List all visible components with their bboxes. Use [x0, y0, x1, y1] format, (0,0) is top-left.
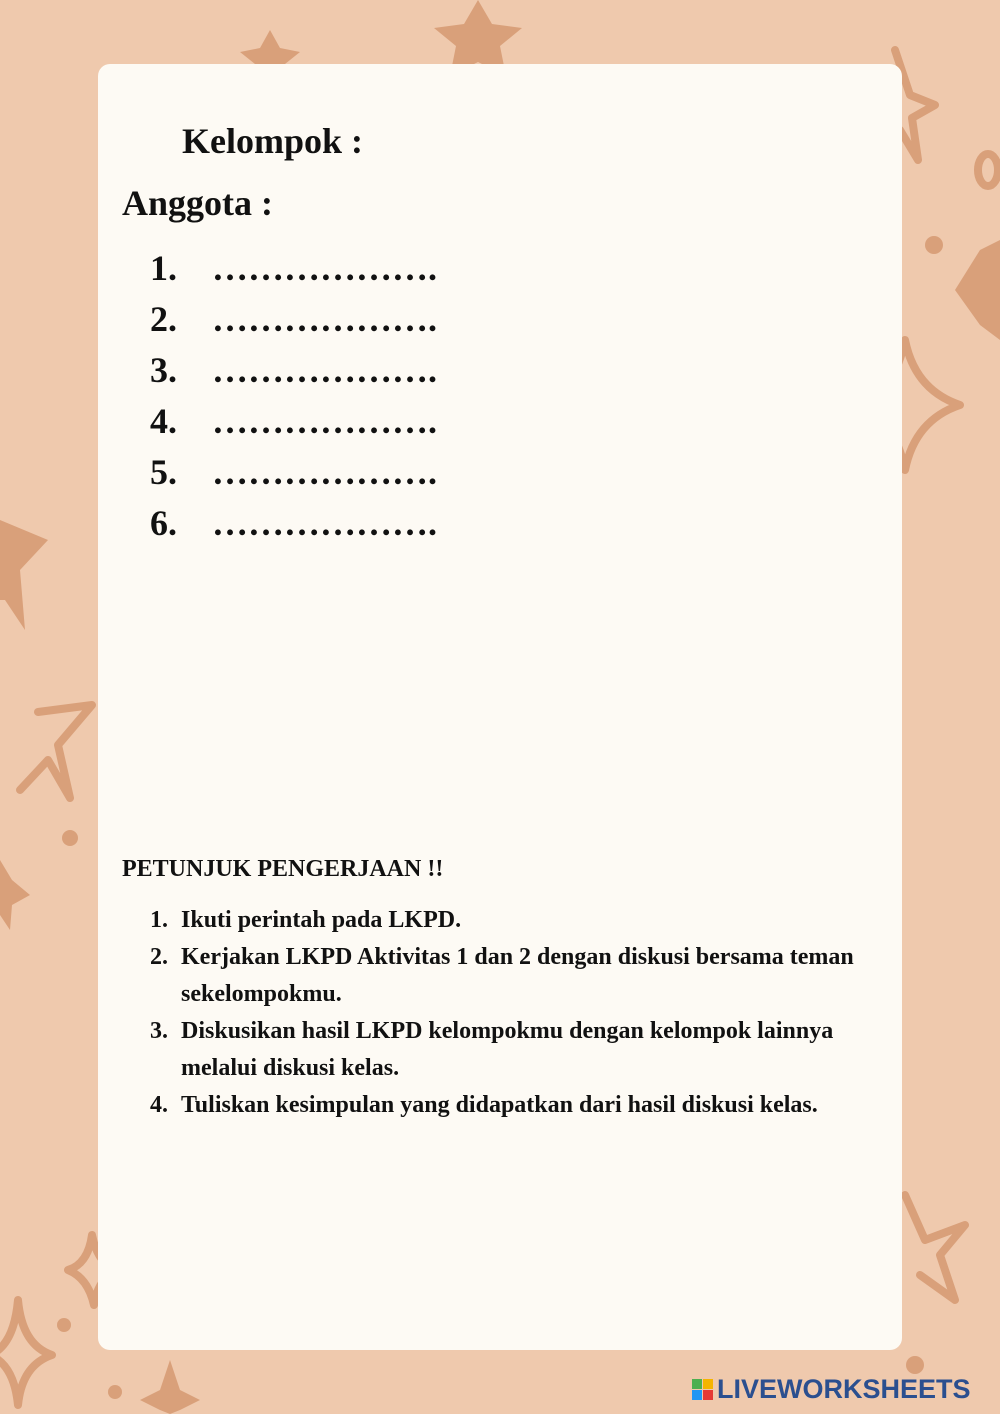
outline-sparkle-icon [0, 1300, 52, 1405]
instruction-step [150, 1013, 865, 1087]
instruction-step [150, 902, 865, 939]
member-row [150, 446, 437, 497]
member-blank: ………………. [212, 451, 437, 492]
step-text: Kerjakan LKPD Aktivitas 1 dan 2 dengan diskusi bersama teman sekelompokmu. [181, 944, 854, 1007]
member-number: 6. [150, 502, 177, 543]
member-row [150, 497, 437, 548]
member-row [150, 395, 437, 446]
member-blank: ………………. [212, 349, 437, 390]
member-blank: ………………. [212, 400, 437, 441]
members-label: Anggota : [122, 183, 273, 223]
member-blank: ………………. [212, 247, 437, 288]
dot-decoration [906, 1356, 924, 1374]
star-icon [140, 1360, 200, 1414]
star-icon [955, 240, 1000, 340]
step-number: 2. [150, 944, 168, 970]
instruction-steps [150, 902, 865, 1124]
star-icon [0, 860, 30, 930]
dot-decoration [108, 1385, 122, 1399]
member-list [150, 242, 437, 548]
star-icon [0, 520, 48, 630]
member-number: 1. [150, 247, 177, 288]
step-text: Tuliskan kesimpulan yang didapatkan dari hasil diskusi kelas. [181, 1092, 818, 1118]
member-row [150, 344, 437, 395]
outline-star-icon [20, 705, 92, 798]
member-number: 2. [150, 298, 177, 339]
member-row [150, 242, 437, 293]
step-text: Ikuti perintah pada LKPD. [181, 907, 462, 933]
member-number: 5. [150, 451, 177, 492]
outline-star-icon [905, 1195, 965, 1300]
member-number: 3. [150, 349, 177, 390]
member-blank: ………………. [212, 502, 437, 543]
step-number: 4. [150, 1092, 168, 1118]
step-number: 1. [150, 907, 168, 933]
member-blank: ………………. [212, 298, 437, 339]
liveworksheets-logo-icon [692, 1379, 713, 1400]
step-number: 3. [150, 1018, 168, 1044]
dot-decoration [62, 830, 78, 846]
liveworksheets-watermark[interactable] [692, 1374, 971, 1404]
outline-ring-decoration [978, 154, 998, 186]
watermark-text: LIVEWORKSHEETS [717, 1373, 971, 1404]
dot-decoration [57, 1318, 71, 1332]
member-row [150, 293, 437, 344]
step-text: Diskusikan hasil LKPD kelompokmu dengan kelompok lainnya melalui diskusi kelas. [181, 1018, 834, 1081]
dot-decoration [925, 236, 943, 254]
member-number: 4. [150, 400, 177, 441]
instruction-step [150, 1087, 865, 1124]
group-label: Kelompok : [182, 121, 364, 161]
instruction-step [150, 939, 865, 1013]
instructions-title: PETUNJUK PENGERJAAN !! [122, 856, 444, 882]
